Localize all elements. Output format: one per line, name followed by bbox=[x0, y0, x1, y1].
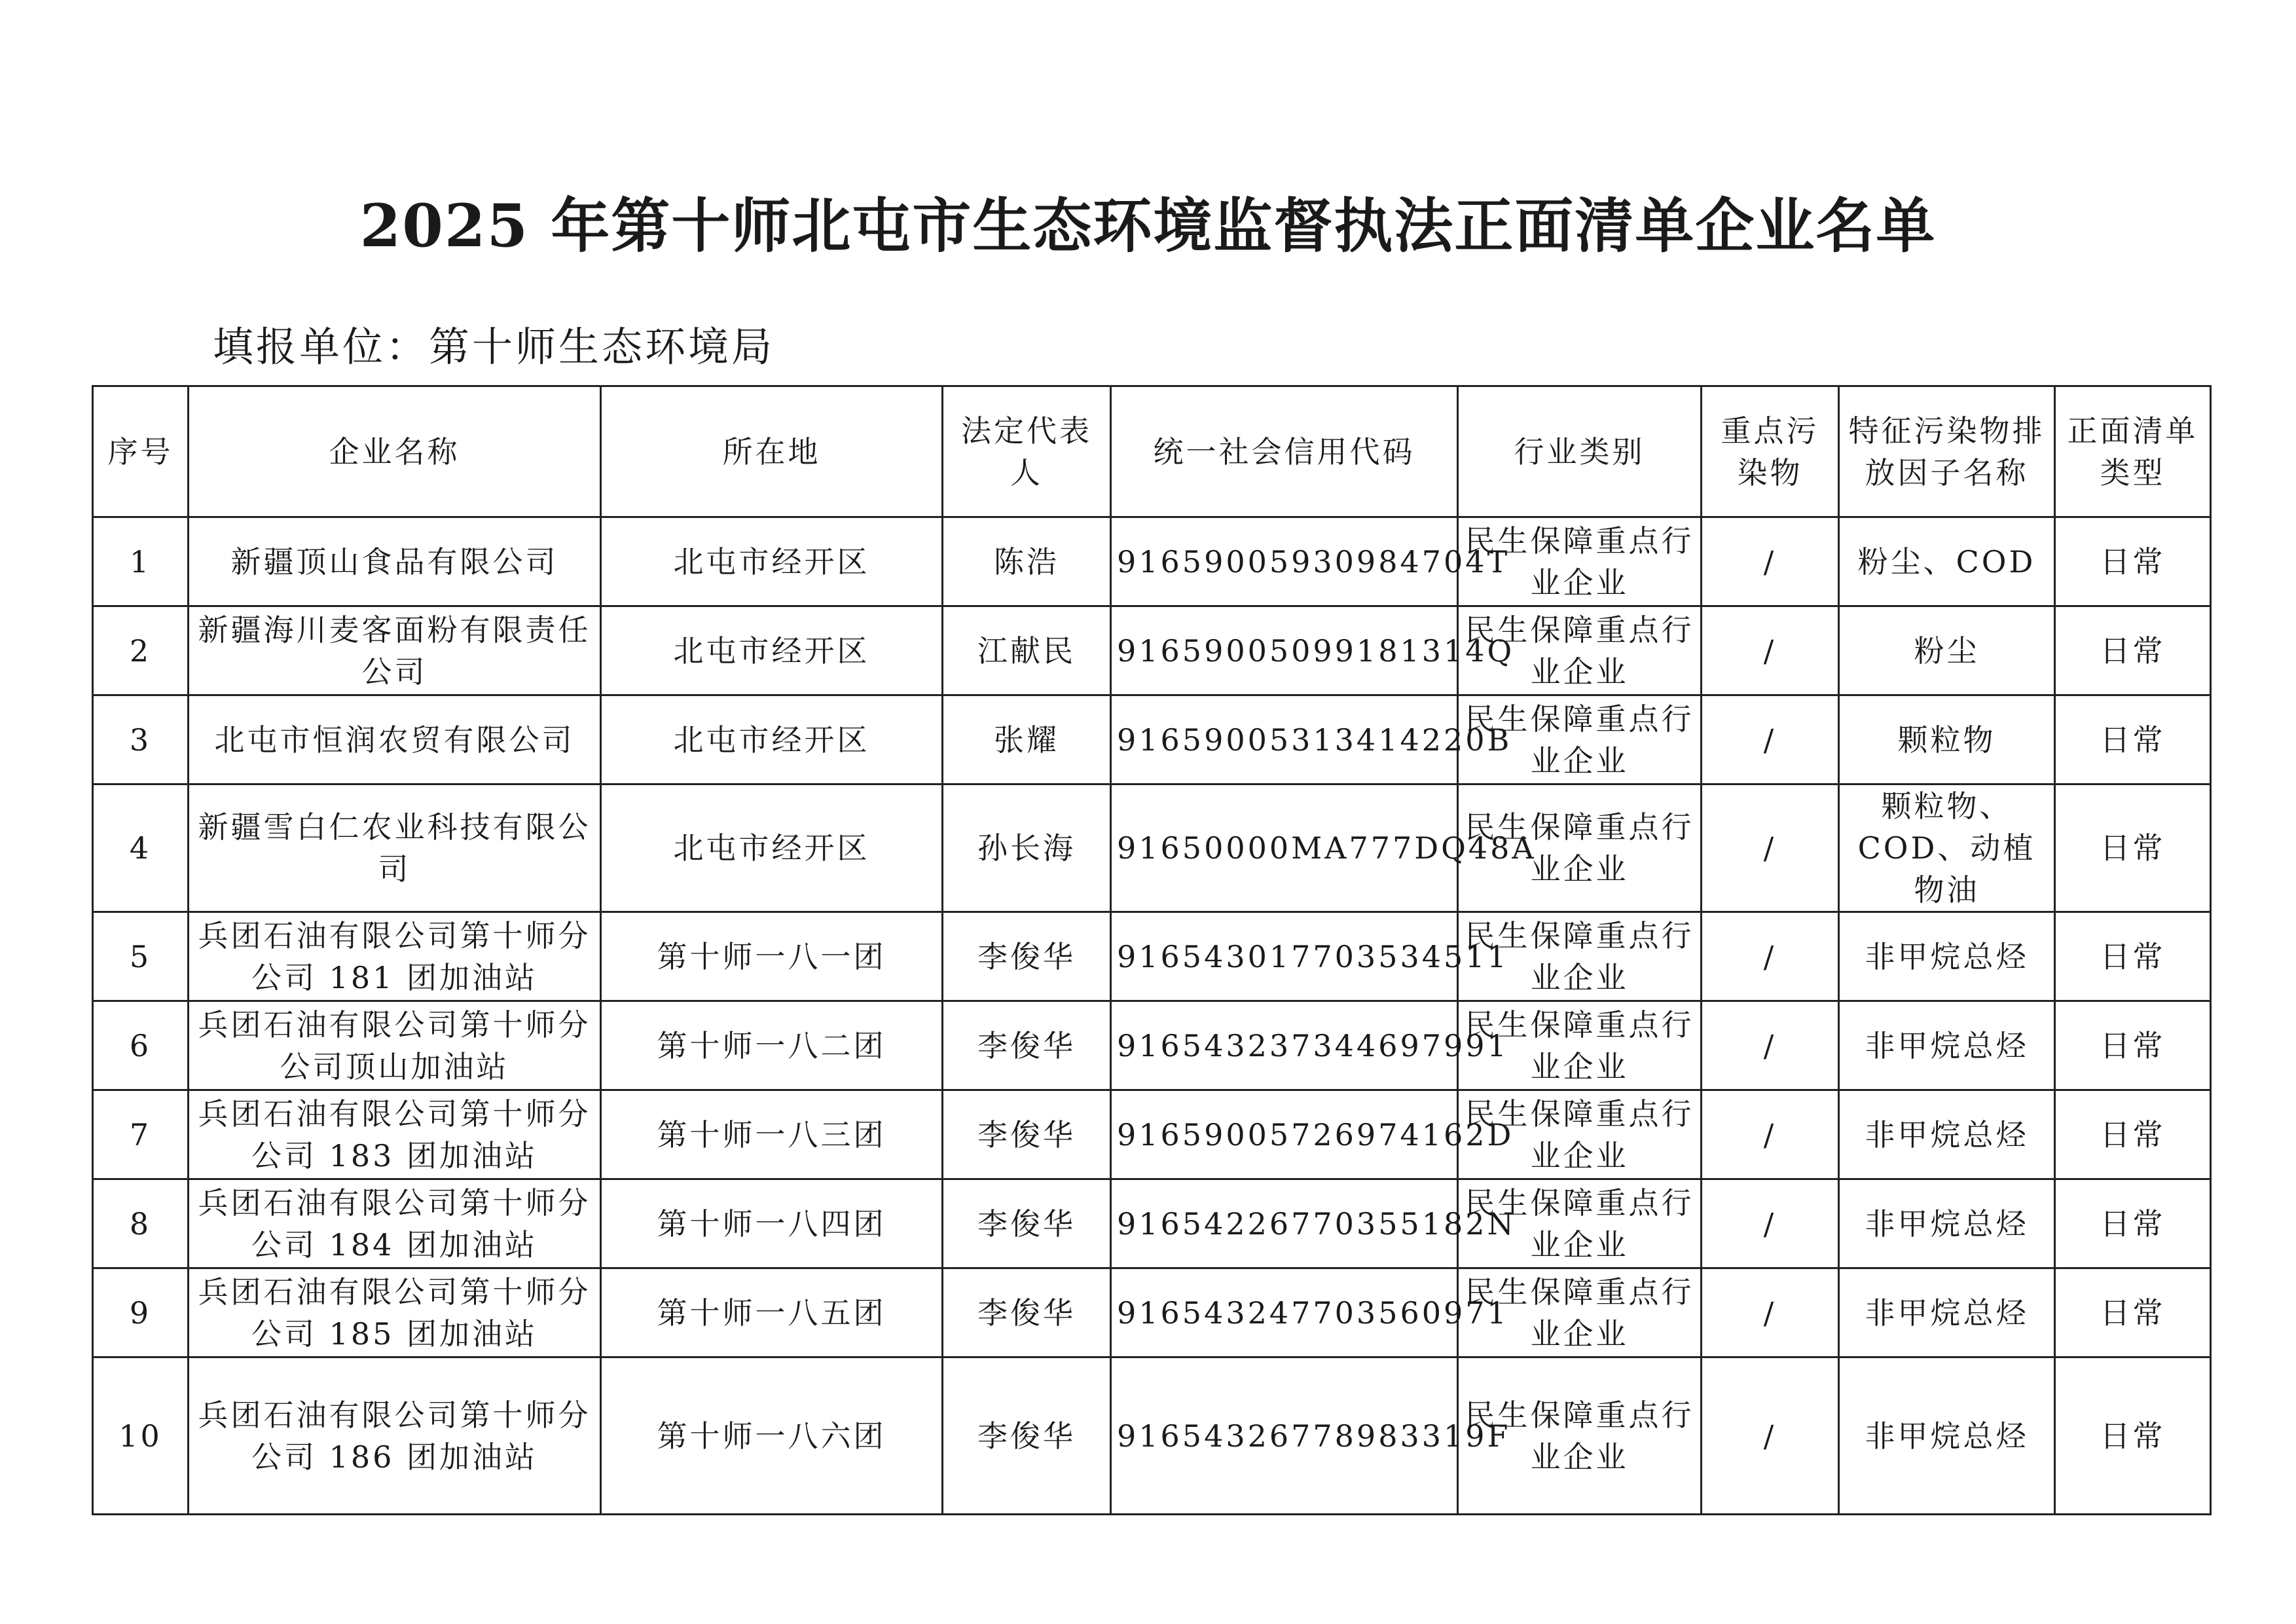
cell-legal-rep: 李俊华 bbox=[943, 1090, 1111, 1179]
cell-legal-rep: 张耀 bbox=[943, 695, 1111, 784]
cell-enterprise-name: 新疆海川麦客面粉有限责任公司 bbox=[189, 606, 601, 695]
cell-key-pollutant: / bbox=[1702, 1357, 1839, 1515]
cell-legal-rep: 江献民 bbox=[943, 606, 1111, 695]
cell-enterprise-name: 兵团石油有限公司第十师分公司 184 团加油站 bbox=[189, 1179, 601, 1268]
cell-location: 第十师一八四团 bbox=[601, 1179, 943, 1268]
table-row bbox=[93, 1001, 2211, 1090]
cell-industry: 民生保障重点行业企业 bbox=[1458, 1357, 1702, 1515]
cell-key-pollutant: / bbox=[1702, 1090, 1839, 1179]
cell-key-pollutant: / bbox=[1702, 517, 1839, 606]
cell-characteristic-pollutant: 颗粒物 bbox=[1839, 695, 2055, 784]
cell-key-pollutant: / bbox=[1702, 695, 1839, 784]
cell-no: 9 bbox=[93, 1268, 189, 1357]
cell-credit-code: 91654226770355182N bbox=[1111, 1179, 1458, 1268]
cell-list-type: 日常 bbox=[2055, 606, 2211, 695]
cell-industry: 民生保障重点行业企业 bbox=[1458, 695, 1702, 784]
cell-credit-code: 916543247703560971 bbox=[1111, 1268, 1458, 1357]
column-header: 企业名称 bbox=[189, 386, 601, 517]
cell-key-pollutant: / bbox=[1702, 1268, 1839, 1357]
table-row bbox=[93, 1090, 2211, 1179]
cell-key-pollutant: / bbox=[1702, 1001, 1839, 1090]
cell-legal-rep: 李俊华 bbox=[943, 1001, 1111, 1090]
cell-characteristic-pollutant: 非甲烷总烃 bbox=[1839, 1090, 2055, 1179]
cell-credit-code: 91659005099181314Q bbox=[1111, 606, 1458, 695]
cell-no: 3 bbox=[93, 695, 189, 784]
cell-credit-code: 916543237344697991 bbox=[1111, 1001, 1458, 1090]
cell-industry: 民生保障重点行业企业 bbox=[1458, 1268, 1702, 1357]
cell-list-type: 日常 bbox=[2055, 1090, 2211, 1179]
column-header: 所在地 bbox=[601, 386, 943, 517]
cell-enterprise-name: 兵团石油有限公司第十师分公司 181 团加油站 bbox=[189, 912, 601, 1001]
cell-characteristic-pollutant: 粉尘、COD bbox=[1839, 517, 2055, 606]
cell-characteristic-pollutant: 非甲烷总烃 bbox=[1839, 1357, 2055, 1515]
cell-list-type: 日常 bbox=[2055, 1001, 2211, 1090]
cell-enterprise-name: 兵团石油有限公司第十师分公司 183 团加油站 bbox=[189, 1090, 601, 1179]
cell-list-type: 日常 bbox=[2055, 1179, 2211, 1268]
cell-location: 第十师一八三团 bbox=[601, 1090, 943, 1179]
cell-enterprise-name: 新疆雪白仁农业科技有限公司 bbox=[189, 784, 601, 912]
table-header-row bbox=[93, 386, 2211, 517]
table-row bbox=[93, 517, 2211, 606]
cell-list-type: 日常 bbox=[2055, 517, 2211, 606]
cell-enterprise-name: 新疆顶山食品有限公司 bbox=[189, 517, 601, 606]
table-row bbox=[93, 606, 2211, 695]
cell-legal-rep: 李俊华 bbox=[943, 1357, 1111, 1515]
column-header: 序号 bbox=[93, 386, 189, 517]
column-header: 正面清单类型 bbox=[2055, 386, 2211, 517]
cell-no: 5 bbox=[93, 912, 189, 1001]
cell-industry: 民生保障重点行业企业 bbox=[1458, 606, 1702, 695]
cell-location: 第十师一八二团 bbox=[601, 1001, 943, 1090]
cell-legal-rep: 孙长海 bbox=[943, 784, 1111, 912]
column-header: 特征污染物排放因子名称 bbox=[1839, 386, 2055, 517]
cell-enterprise-name: 兵团石油有限公司第十师分公司顶山加油站 bbox=[189, 1001, 601, 1090]
cell-location: 第十师一八五团 bbox=[601, 1268, 943, 1357]
cell-legal-rep: 李俊华 bbox=[943, 912, 1111, 1001]
column-header: 法定代表人 bbox=[943, 386, 1111, 517]
cell-no: 2 bbox=[93, 606, 189, 695]
cell-list-type: 日常 bbox=[2055, 1357, 2211, 1515]
cell-legal-rep: 李俊华 bbox=[943, 1179, 1111, 1268]
cell-location: 北屯市经开区 bbox=[601, 784, 943, 912]
cell-no: 8 bbox=[93, 1179, 189, 1268]
table-row bbox=[93, 1268, 2211, 1357]
cell-industry: 民生保障重点行业企业 bbox=[1458, 517, 1702, 606]
cell-list-type: 日常 bbox=[2055, 1268, 2211, 1357]
table-row bbox=[93, 1179, 2211, 1268]
cell-no: 10 bbox=[93, 1357, 189, 1515]
cell-characteristic-pollutant: 粉尘 bbox=[1839, 606, 2055, 695]
table-row bbox=[93, 784, 2211, 912]
cell-industry: 民生保障重点行业企业 bbox=[1458, 1090, 1702, 1179]
cell-legal-rep: 李俊华 bbox=[943, 1268, 1111, 1357]
cell-credit-code: 91659005313414220B bbox=[1111, 695, 1458, 784]
cell-credit-code: 91650000MA777DQ48A bbox=[1111, 784, 1458, 912]
cell-list-type: 日常 bbox=[2055, 695, 2211, 784]
cell-industry: 民生保障重点行业企业 bbox=[1458, 784, 1702, 912]
cell-legal-rep: 陈浩 bbox=[943, 517, 1111, 606]
cell-credit-code: 916543017703534511 bbox=[1111, 912, 1458, 1001]
cell-enterprise-name: 北屯市恒润农贸有限公司 bbox=[189, 695, 601, 784]
cell-no: 7 bbox=[93, 1090, 189, 1179]
cell-industry: 民生保障重点行业企业 bbox=[1458, 1001, 1702, 1090]
table-row bbox=[93, 912, 2211, 1001]
cell-characteristic-pollutant: 非甲烷总烃 bbox=[1839, 912, 2055, 1001]
cell-no: 4 bbox=[93, 784, 189, 912]
enterprise-table bbox=[92, 385, 2212, 1515]
cell-enterprise-name: 兵团石油有限公司第十师分公司 185 团加油站 bbox=[189, 1268, 601, 1357]
cell-industry: 民生保障重点行业企业 bbox=[1458, 1179, 1702, 1268]
cell-location: 第十师一八六团 bbox=[601, 1357, 943, 1515]
cell-characteristic-pollutant: 非甲烷总烃 bbox=[1839, 1001, 2055, 1090]
cell-credit-code: 91659005930984704T bbox=[1111, 517, 1458, 606]
cell-key-pollutant: / bbox=[1702, 1179, 1839, 1268]
cell-location: 北屯市经开区 bbox=[601, 695, 943, 784]
cell-location: 北屯市经开区 bbox=[601, 517, 943, 606]
table-row bbox=[93, 1357, 2211, 1515]
cell-credit-code: 91654326778983319F bbox=[1111, 1357, 1458, 1515]
cell-list-type: 日常 bbox=[2055, 912, 2211, 1001]
cell-key-pollutant: / bbox=[1702, 606, 1839, 695]
table-row bbox=[93, 695, 2211, 784]
column-header: 重点污染物 bbox=[1702, 386, 1839, 517]
column-header: 行业类别 bbox=[1458, 386, 1702, 517]
cell-characteristic-pollutant: 非甲烷总烃 bbox=[1839, 1179, 2055, 1268]
reporting-unit: 填报单位：第十师生态环境局 bbox=[213, 323, 775, 371]
cell-no: 1 bbox=[93, 517, 189, 606]
cell-key-pollutant: / bbox=[1702, 784, 1839, 912]
cell-enterprise-name: 兵团石油有限公司第十师分公司 186 团加油站 bbox=[189, 1357, 601, 1515]
cell-no: 6 bbox=[93, 1001, 189, 1090]
cell-location: 第十师一八一团 bbox=[601, 912, 943, 1001]
cell-characteristic-pollutant: 非甲烷总烃 bbox=[1839, 1268, 2055, 1357]
cell-key-pollutant: / bbox=[1702, 912, 1839, 1001]
page-title: 2025 年第十师北屯市生态环境监督执法正面清单企业名单 bbox=[359, 191, 1937, 261]
cell-credit-code: 91659005726974162D bbox=[1111, 1090, 1458, 1179]
cell-list-type: 日常 bbox=[2055, 784, 2211, 912]
cell-characteristic-pollutant: 颗粒物、COD、动植物油 bbox=[1839, 784, 2055, 912]
cell-location: 北屯市经开区 bbox=[601, 606, 943, 695]
cell-industry: 民生保障重点行业企业 bbox=[1458, 912, 1702, 1001]
column-header: 统一社会信用代码 bbox=[1111, 386, 1458, 517]
